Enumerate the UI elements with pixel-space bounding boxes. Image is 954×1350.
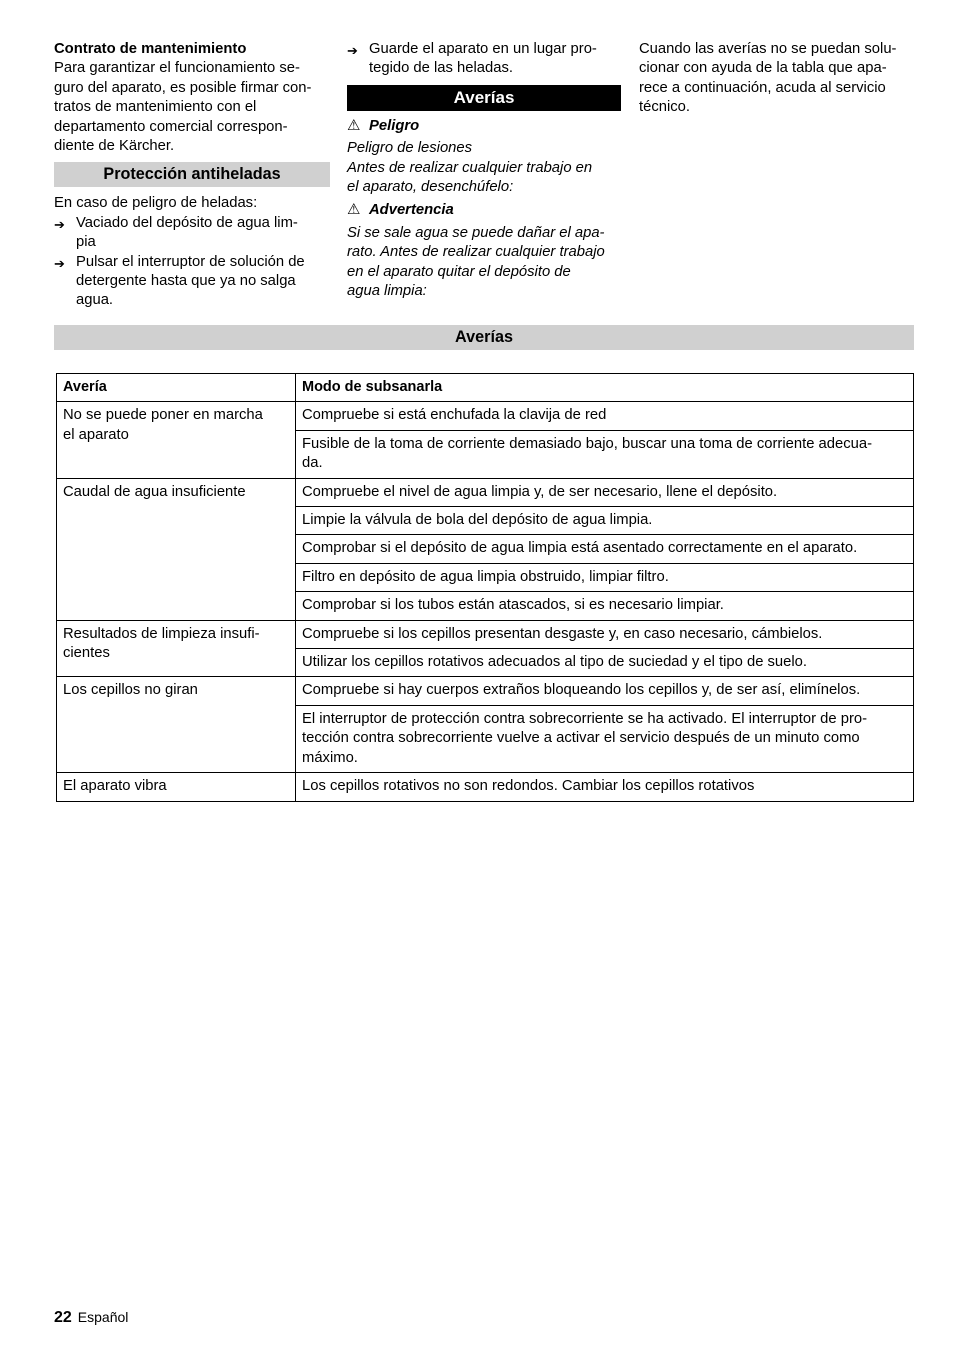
warning-triangle-icon: ⚠ [347, 117, 361, 134]
warning-text: Si se sale agua se puede dañar el apa- rato. Antes de realizar cualquier trabajo en el aparato quitar el depósito de agua limpia: [347, 224, 605, 300]
table-row [57, 478, 914, 506]
fault-cell: Resultados de limpieza insufi- cientes [57, 620, 296, 677]
table-row [57, 402, 914, 430]
table-row [57, 620, 914, 648]
faults-table [56, 373, 914, 802]
remedy-cell: Compruebe el nivel de agua limpia y, de ser necesario, llene el depósito. [296, 478, 914, 506]
remedy-cell: El interruptor de protección contra sobrecorriente se ha activado. El interruptor de pro- tección contra sobrecorriente vuelve a activar el servicio después de un minuto como máximo. [296, 705, 914, 772]
column-middle [347, 40, 621, 301]
arrow-right-icon: ➔ [54, 216, 65, 232]
remedy-cell: Comprobar si los tubos están atascados, si es necesario limpiar. [296, 592, 914, 620]
column-right [639, 40, 915, 118]
remedy-cell: Compruebe si está enchufada la clavija de red [296, 402, 914, 430]
arrow-right-icon: ➔ [54, 255, 65, 271]
remedy-cell: Compruebe si los cepillos presentan desgaste y, en caso necesario, cámbielos. [296, 620, 914, 648]
warning-triangle-icon: ⚠ [347, 202, 361, 219]
warning-heading: ⚠ Advertencia [347, 201, 621, 220]
faults-heading: Averías [347, 85, 621, 111]
list-item: ➔ Pulsar el interruptor de solución de detergente hasta que ya no salga agua. [54, 253, 330, 311]
fault-cell: Caudal de agua insuficiente [57, 478, 296, 620]
remedy-cell: Fusible de la toma de corriente demasiado bajo, buscar una toma de corriente adecua- da. [296, 430, 914, 478]
page-footer [54, 1307, 128, 1328]
frost-protection-heading: Protección antiheladas [54, 162, 330, 187]
danger-heading: ⚠ Peligro [347, 117, 621, 136]
header-remedy: Modo de subsanarla [296, 374, 914, 402]
arrow-right-icon: ➔ [347, 43, 358, 58]
header-fault: Avería [57, 374, 296, 402]
column-left [54, 40, 330, 311]
table-row [57, 677, 914, 705]
list-item: ➔ Vaciado del depósito de agua lim- pia [54, 214, 330, 253]
language-label: Español [77, 1309, 129, 1325]
fault-cell: No se puede poner en marcha el aparato [57, 402, 296, 478]
service-note: Cuando las averías no se puedan solu- cionar con ayuda de la tabla que apa- rece a continuación, acuda al servicio técnico. [639, 41, 897, 116]
fault-cell: Los cepillos no giran [57, 677, 296, 773]
table-row [57, 773, 914, 801]
page-number: 22 [54, 1309, 72, 1326]
remedy-cell: Comprobar si el depósito de agua limpia está asentado correctamente en el aparato. [296, 535, 914, 563]
remedy-cell: Filtro en depósito de agua limpia obstruido, limpiar filtro. [296, 563, 914, 591]
maintenance-contract-text: Para garantizar el funcionamiento se- guro del aparato, es posible firmar con- tratos de mantenimiento con el departamento comercial correspon- diente de Kärcher. [54, 60, 312, 155]
fault-cell: El aparato vibra [57, 773, 296, 801]
frost-intro: En caso de peligro de heladas: [54, 195, 258, 212]
remedy-cell: Limpie la válvula de bola del depósito de agua limpia. [296, 507, 914, 535]
remedy-cell: Compruebe si hay cuerpos extraños bloqueando los cepillos y, de ser así, elimínelos. [296, 677, 914, 705]
list-item: ➔ Guarde el aparato en un lugar pro- tegido de las heladas. [347, 40, 621, 79]
danger-text: Peligro de lesiones Antes de realizar cualquier trabajo en el aparato, desenchúfelo: [347, 140, 593, 196]
remedy-cell: Los cepillos rotativos no son redondos. Cambiar los cepillos rotativos [296, 773, 914, 801]
faults-table-heading: Averías [54, 325, 914, 350]
maintenance-contract-heading: Contrato de mantenimiento [54, 41, 247, 57]
table-header-row [57, 374, 914, 402]
remedy-cell: Utilizar los cepillos rotativos adecuados al tipo de suciedad y el tipo de suelo. [296, 649, 914, 677]
